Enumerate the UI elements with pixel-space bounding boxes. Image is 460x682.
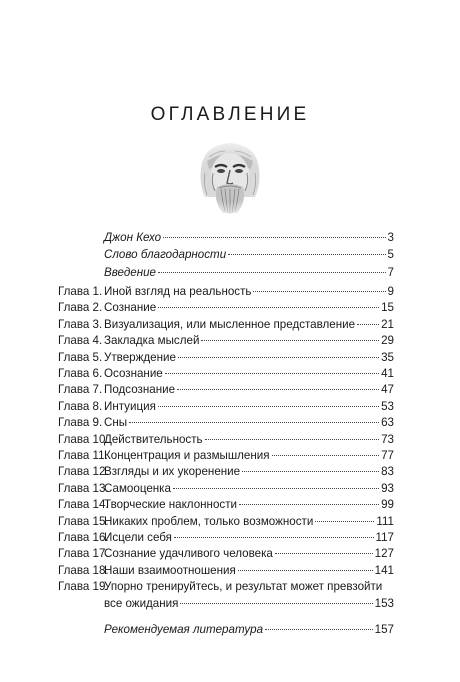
- entry-body: [104, 317, 394, 333]
- dot-leader: [242, 471, 379, 472]
- page-number: 141: [374, 563, 394, 577]
- dot-leader: [177, 389, 379, 390]
- entry-body: [104, 333, 394, 349]
- dot-leader: [158, 272, 386, 273]
- chapter-label: Глава 10.: [58, 432, 109, 446]
- entry-body: [104, 497, 394, 513]
- entry-title: Слово благодарности: [104, 248, 227, 262]
- entry-body: [104, 284, 394, 300]
- page-number: 7: [387, 265, 394, 279]
- entry-body: [104, 300, 394, 316]
- toc-entry-chapter[interactable]: [58, 382, 394, 398]
- dot-leader: [180, 603, 372, 604]
- entry-body: [104, 596, 394, 612]
- entry-title: Сознание: [104, 301, 157, 315]
- dot-leader: [253, 291, 385, 292]
- entry-title: Джон Кехо: [104, 231, 162, 244]
- page-number: 9: [387, 285, 394, 298]
- toc-entry-front[interactable]: [58, 230, 394, 246]
- dot-leader: [129, 422, 379, 423]
- page-number: 157: [374, 622, 394, 636]
- entry-title: Упорно тренируйтесь, и результат может превзойти: [104, 580, 383, 594]
- entry-title: Наши взаимоотношения: [104, 563, 236, 577]
- dot-leader: [315, 521, 374, 522]
- entry-body: [104, 464, 394, 480]
- dot-leader: [173, 488, 379, 489]
- entry-title: Никаких проблем, только возможности: [104, 514, 314, 528]
- entry-title: все ожидания: [104, 596, 179, 610]
- page-number: 5: [387, 248, 394, 262]
- entry-body: [104, 415, 394, 431]
- toc-entry-back[interactable]: [58, 622, 394, 638]
- entry-body: [104, 399, 394, 415]
- toc-entry-chapter[interactable]: [58, 350, 394, 366]
- chapter-label: Глава 2.: [58, 301, 103, 315]
- chapter-label: Глава 11.: [58, 449, 108, 462]
- dot-leader: [201, 340, 379, 341]
- chapter-label: Глава 15.: [58, 514, 109, 528]
- chapter-label: Глава 4.: [58, 334, 103, 348]
- toc-entry-chapter[interactable]: [58, 464, 394, 480]
- entry-title: Взгляды и их укоренение: [104, 465, 241, 479]
- entry-title: Исцели себя: [104, 531, 172, 544]
- chapter-label: Глава 6.: [58, 367, 103, 380]
- page-number: 47: [381, 383, 394, 397]
- toc-entry-chapter[interactable]: [58, 415, 394, 431]
- toc-entry-chapter[interactable]: [58, 317, 394, 333]
- page-number: 21: [381, 317, 394, 331]
- entry-body: [104, 481, 394, 497]
- toc-entry-chapter[interactable]: [58, 432, 394, 448]
- toc-entry-chapter[interactable]: [58, 563, 394, 579]
- entry-title: Подсознание: [104, 383, 176, 397]
- entry-title: Утверждение: [104, 350, 176, 364]
- page-number: 127: [374, 547, 394, 561]
- entry-body: [104, 230, 394, 246]
- page-number: 83: [381, 465, 394, 479]
- chapter-label: Глава 19.: [58, 580, 109, 594]
- page-number: 53: [381, 399, 394, 413]
- page-number: 111: [376, 514, 394, 528]
- toc-entry-chapter[interactable]: [58, 366, 394, 382]
- toc-entry-chapter-19-cont[interactable]: [58, 596, 394, 612]
- dot-leader: [238, 570, 373, 571]
- toc-entry-chapter[interactable]: [58, 514, 394, 530]
- page-number: 35: [381, 350, 394, 364]
- toc-entry-front[interactable]: [58, 247, 394, 263]
- chapter-label: Глава 16.: [58, 531, 109, 544]
- chapter-label: Глава 17.: [58, 547, 109, 561]
- chapter-label: Глава 9.: [58, 416, 103, 430]
- page-number: 15: [381, 301, 394, 315]
- entry-title: Сознание удачливого человека: [104, 547, 273, 561]
- chapter-label: Глава 3.: [58, 317, 103, 331]
- toc-entry-chapter[interactable]: [58, 497, 394, 513]
- page-number: 29: [381, 334, 394, 348]
- entry-title: Иной взгляд на реальность: [104, 285, 252, 298]
- entry-title: Визуализация, или мысленное представление: [104, 317, 356, 331]
- page-number: 73: [381, 432, 394, 446]
- chapter-label: Глава 13.: [58, 481, 109, 495]
- entry-title: Осознание: [104, 367, 163, 380]
- dot-leader: [228, 254, 385, 255]
- entry-body: [104, 530, 394, 546]
- entry-title: Творческие наклонности: [104, 498, 237, 512]
- entry-body: [104, 366, 394, 382]
- entry-body: [104, 350, 394, 366]
- chapter-label: Глава 12.: [58, 465, 109, 479]
- entry-title: Концентрация и размышления: [104, 449, 270, 462]
- entry-body: [104, 432, 394, 448]
- dot-leader: [357, 324, 379, 325]
- dot-leader: [174, 537, 374, 538]
- page-number: 93: [381, 481, 394, 495]
- entry-body: [104, 448, 394, 464]
- toc-entry-chapter[interactable]: [58, 530, 394, 546]
- dot-leader: [163, 237, 385, 238]
- toc-entry-chapter-19[interactable]: [58, 579, 394, 595]
- toc-entry-chapter[interactable]: [58, 399, 394, 415]
- entry-body: [104, 579, 394, 595]
- entry-title: Сны: [104, 416, 128, 430]
- chapter-label: Глава 18.: [58, 563, 109, 577]
- toc-entry-chapter[interactable]: [58, 284, 394, 300]
- entry-body: [104, 546, 394, 562]
- entry-title: Введение: [104, 265, 156, 279]
- entry-body: [104, 563, 394, 579]
- dot-leader: [165, 373, 379, 374]
- dot-leader: [158, 307, 379, 308]
- chapter-label: Глава 7.: [58, 383, 103, 397]
- dot-leader: [265, 629, 373, 630]
- entry-body: [104, 622, 394, 638]
- dot-leader: [239, 504, 379, 505]
- page-number: 3: [387, 231, 394, 244]
- dot-leader: [178, 357, 379, 358]
- toc-entry-chapter[interactable]: [58, 481, 394, 497]
- entry-title: Самооценка: [104, 481, 171, 495]
- dot-leader: [205, 439, 380, 440]
- toc-entry-front[interactable]: [58, 265, 394, 281]
- dot-leader: [272, 455, 380, 456]
- entry-body: [104, 265, 394, 281]
- dot-leader: [158, 406, 379, 407]
- toc-entry-chapter[interactable]: [58, 546, 394, 562]
- page-number: 41: [381, 367, 394, 380]
- entry-title: Закладка мыслей: [104, 334, 200, 348]
- toc-entry-chapter[interactable]: [58, 300, 394, 316]
- dot-leader: [275, 553, 373, 554]
- page-number: 153: [374, 596, 394, 610]
- chapter-label: Глава 1.: [58, 285, 103, 298]
- page-number: 117: [375, 531, 394, 544]
- chapter-label: Глава 14.: [58, 498, 109, 512]
- entry-title: Интуиция: [104, 399, 156, 413]
- page-number: 63: [381, 416, 394, 430]
- page-number: 77: [381, 449, 394, 462]
- entry-body: [104, 247, 394, 263]
- chapter-label: Глава 5.: [58, 350, 103, 364]
- entry-title: Рекомендуемая литература: [104, 622, 264, 636]
- toc-entry-chapter[interactable]: [58, 448, 394, 464]
- toc-heading: ОГЛАВЛЕНИЕ: [150, 104, 310, 125]
- page-number: 99: [381, 498, 394, 512]
- entry-body: [104, 514, 394, 530]
- entry-body: [104, 382, 394, 398]
- entry-title: Действительность: [104, 432, 203, 446]
- chapter-label: Глава 8.: [58, 399, 103, 413]
- toc-entry-chapter[interactable]: [58, 333, 394, 349]
